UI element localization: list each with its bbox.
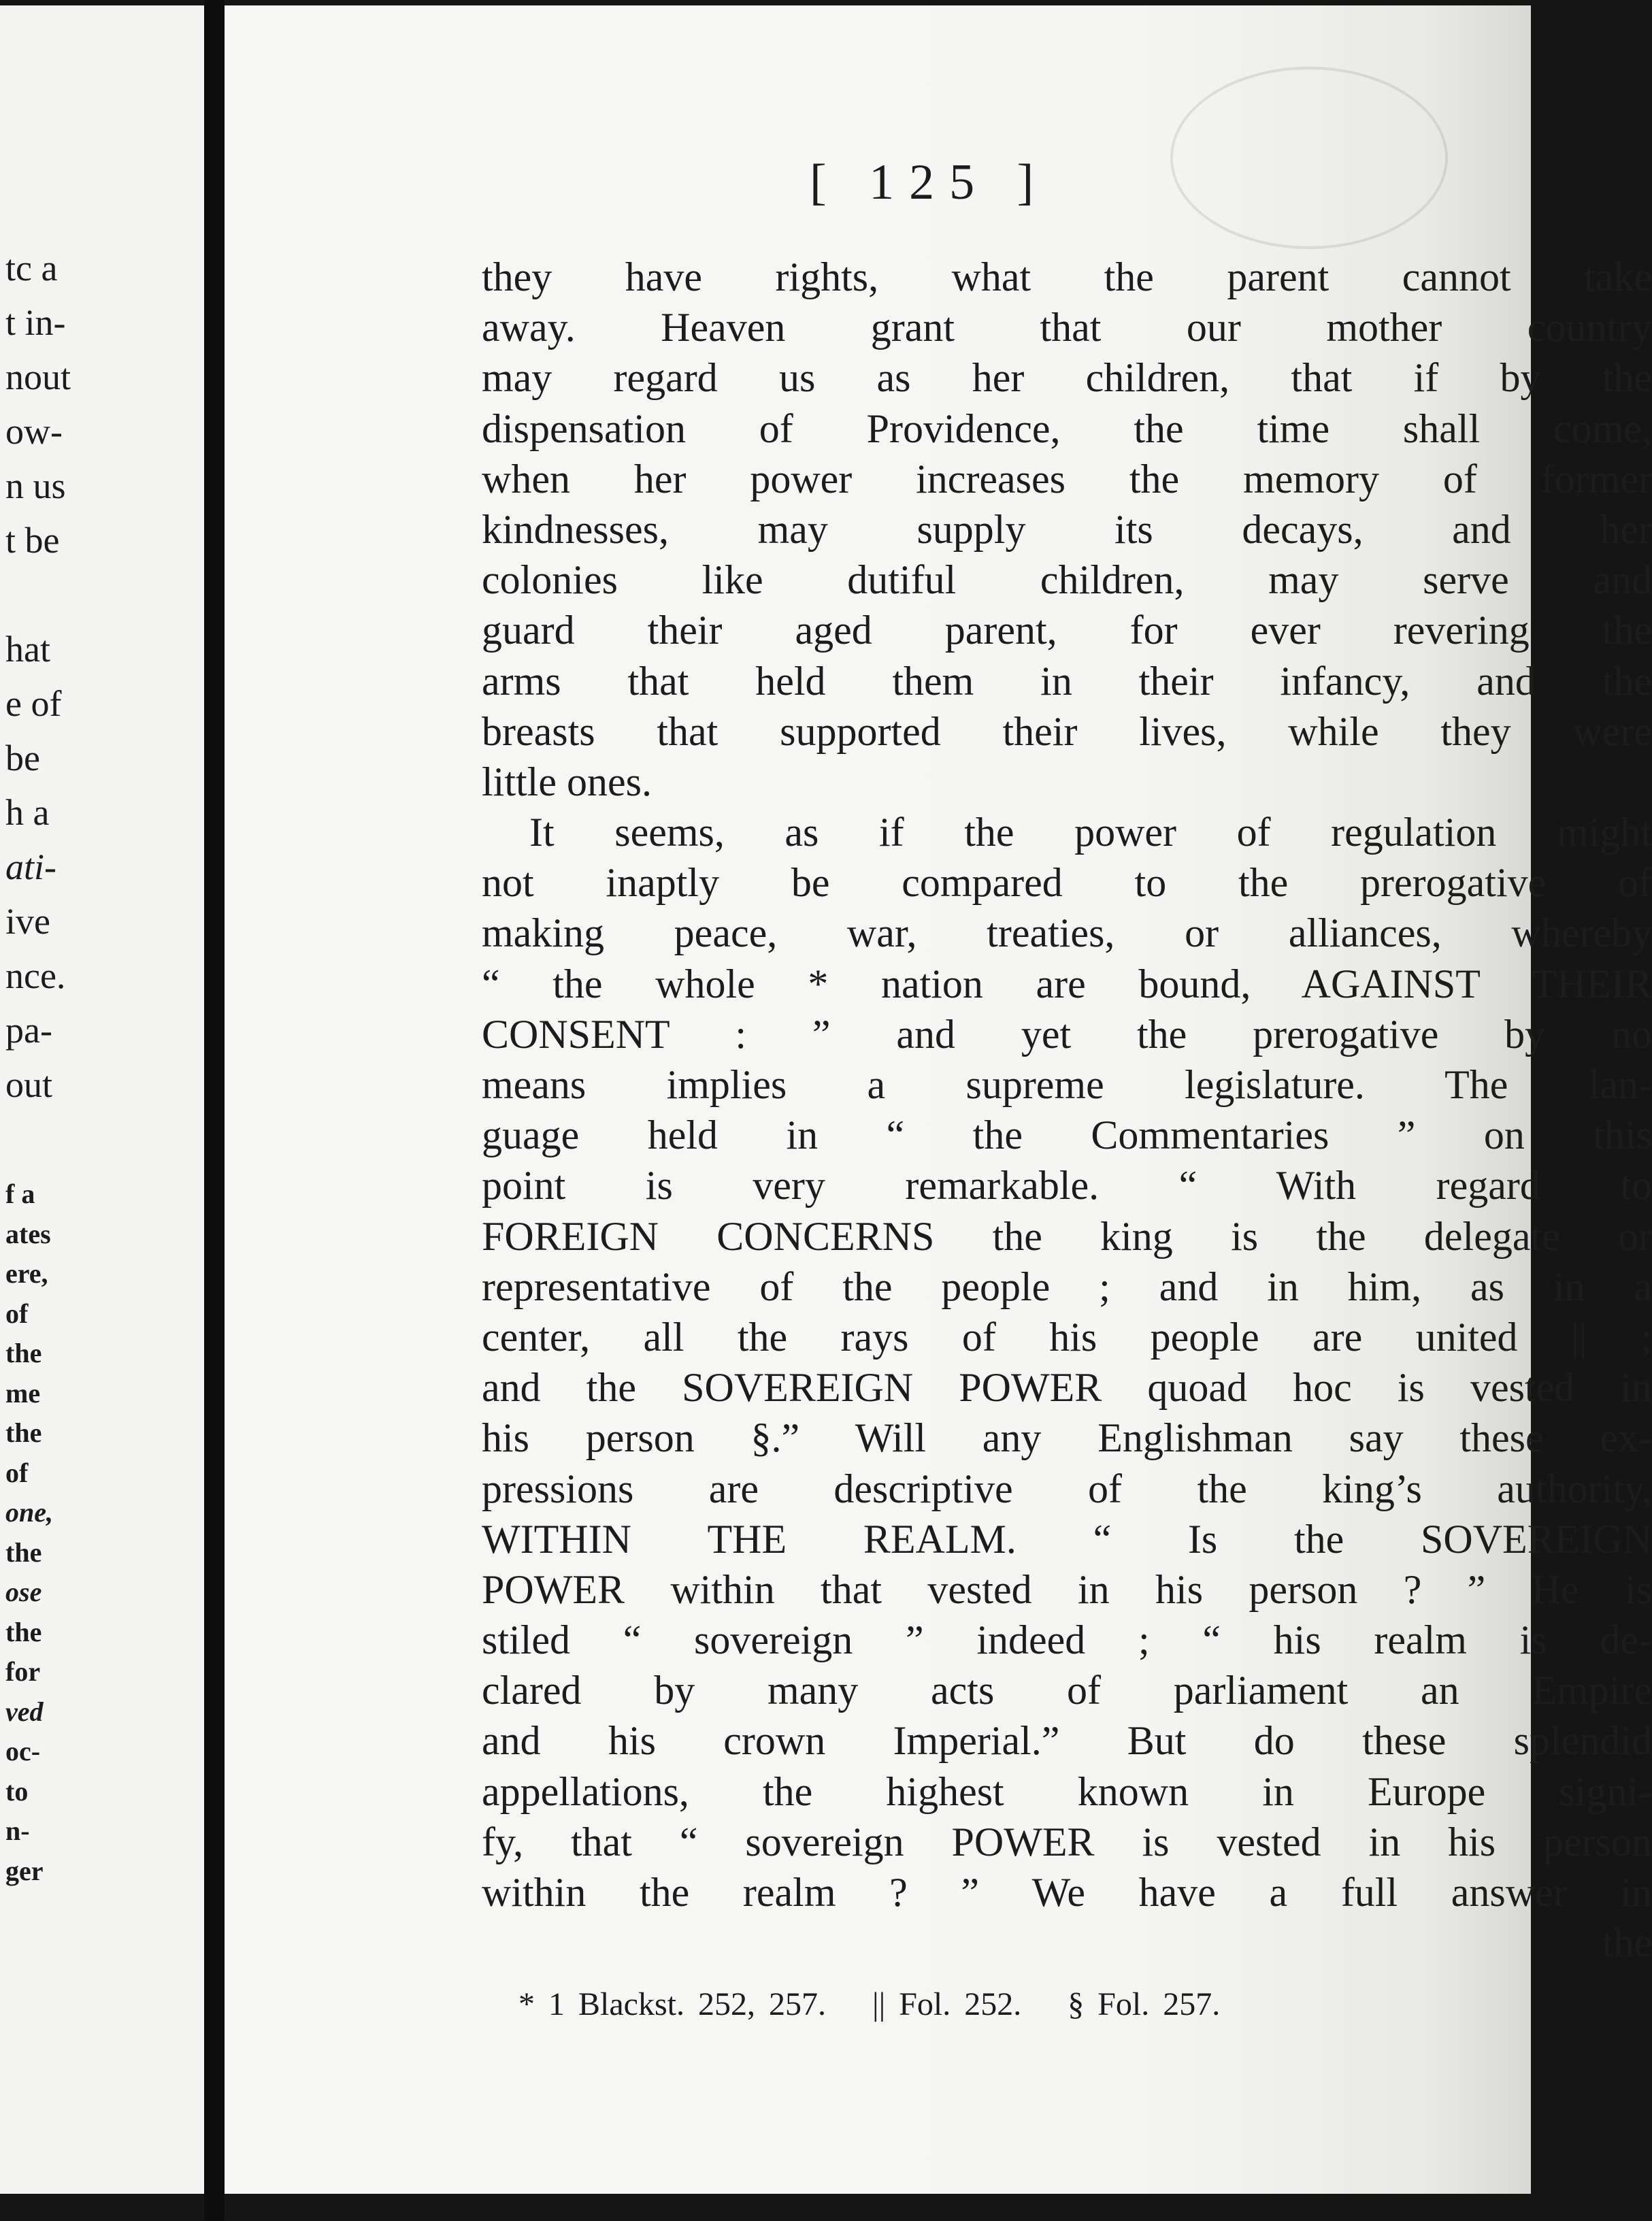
left-fragment: ive [5,901,50,942]
footnote-blackstone: * 1 Blackst. 252, 257. [518,1986,826,2022]
left-fragment: tc a [5,248,58,289]
footnotes [518,1986,1253,2023]
book-binding-shadow [204,0,225,2221]
left-footnote-fragment: ose [5,1577,42,1607]
text-line: It seems, as if the power of regulation might [529,810,1652,855]
left-footnote-fragment: the [5,1417,42,1448]
left-fragment: out [5,1064,53,1105]
text-line: colonies like dutiful children, may serve and [482,557,1652,603]
text-line: making peace, war, treaties, or alliances, whereby [482,910,1652,956]
left-footnote-fragment: the [5,1338,42,1368]
catchword: the [1602,1920,1652,1966]
text-line: point is very remarkable. “ With regard to [482,1163,1652,1208]
text-line: his person §.” Will any Englishman say these ex- [482,1415,1652,1461]
body-text [482,252,1652,1968]
text-line: pressions are descriptive of the king’s authority, [482,1466,1652,1511]
left-page-fragment [0,5,204,2194]
footnote-fol-257: § Fol. 257. [1068,1986,1221,2022]
text-line: clared by many acts of parliament an Empire [482,1668,1652,1713]
left-footnote-fragment: one, [5,1497,53,1528]
text-line: may regard us as her children, that if by the [482,355,1652,401]
left-fragment: e of [5,683,62,724]
text-line: WITHIN THE REALM. “ Is the SOVEREIGN [482,1516,1652,1562]
left-fragment: n us [5,465,66,506]
page-number: [ 125 ] [810,154,1049,210]
left-fragment: ati- [5,846,56,887]
left-fragment: t in- [5,302,66,343]
text-line: FOREIGN CONCERNS the king is the delegate or [482,1213,1652,1259]
left-footnote-fragment: me [5,1377,41,1409]
text-line: stiled “ sovereign ” indeed ; “ his realm is de- [482,1617,1652,1663]
text-line: means implies a supreme legislature. The lan- [482,1062,1652,1107]
text-line: away. Heaven grant that our mother country [482,305,1652,350]
right-page [225,5,1652,2194]
text-line: “ the whole * nation are bound, AGAINST THEIR [482,961,1652,1006]
left-footnote-fragment: for [5,1656,41,1687]
text-line: center, all the rays of his people are united || ; [482,1314,1652,1360]
left-footnote-fragment: the [5,1616,42,1647]
left-fragment: pa- [5,1010,52,1051]
left-footnote-fragment: f a [5,1179,35,1209]
text-line: dispensation of Providence, the time shall come, [482,406,1652,451]
left-fragment: be [5,738,40,778]
left-footnote-fragment: oc- [5,1736,41,1766]
text-line: appellations, the highest known in Europe signi- [482,1768,1652,1814]
left-fragment: nce. [5,955,66,996]
left-fragment: ow- [5,411,63,452]
text-line: little ones. [482,759,652,804]
left-fragment: hat [5,629,50,670]
text-line: guard their aged parent, for ever revering the [482,608,1652,653]
left-footnote-fragment: ates [5,1218,51,1249]
left-fragment: t be [5,520,60,561]
text-line: they have rights, what the parent cannot take [482,254,1652,299]
text-line: and the SOVEREIGN POWER quoad hoc is vested in [482,1365,1652,1411]
text-line: representative of the people ; and in him, as in a [482,1264,1652,1309]
text-line: within the realm ? ” We have a full answer in [482,1870,1652,1915]
left-footnote-fragment: n- [5,1815,30,1846]
text-line: and his crown Imperial.” But do these splendid [482,1718,1652,1764]
left-footnote-fragment: ere, [5,1258,48,1289]
text-line: not inaptly be compared to the prerogative of [482,860,1652,906]
text-line: fy, that “ sovereign POWER is vested in his person [482,1819,1652,1864]
left-footnote-fragment: ved [5,1696,44,1727]
left-fragment: nout [5,357,71,397]
library-stamp-icon [1170,67,1448,249]
text-line: breasts that supported their lives, while they were [482,708,1652,754]
left-fragment: h a [5,792,50,833]
left-footnote-fragment: ger [5,1855,44,1886]
left-footnote-fragment: to [5,1775,29,1807]
text-line: arms that held them in their infancy, and the [482,658,1652,704]
footnote-fol-252: || Fol. 252. [872,1986,1022,2022]
left-footnote-fragment: the [5,1536,42,1568]
text-line: CONSENT : ” and yet the prerogative by no [482,1011,1652,1057]
left-footnote-fragment: of [5,1298,29,1329]
text-line: guage held in “ the Commentaries ” on this [482,1113,1652,1158]
text-line: when her power increases the memory of former [482,456,1652,501]
left-footnote-fragment: of [5,1457,29,1488]
text-line: kindnesses, may supply its decays, and her [482,506,1652,552]
left-page-text [5,241,203,1891]
text-line: POWER within that vested in his person ? ” He is [482,1566,1652,1612]
